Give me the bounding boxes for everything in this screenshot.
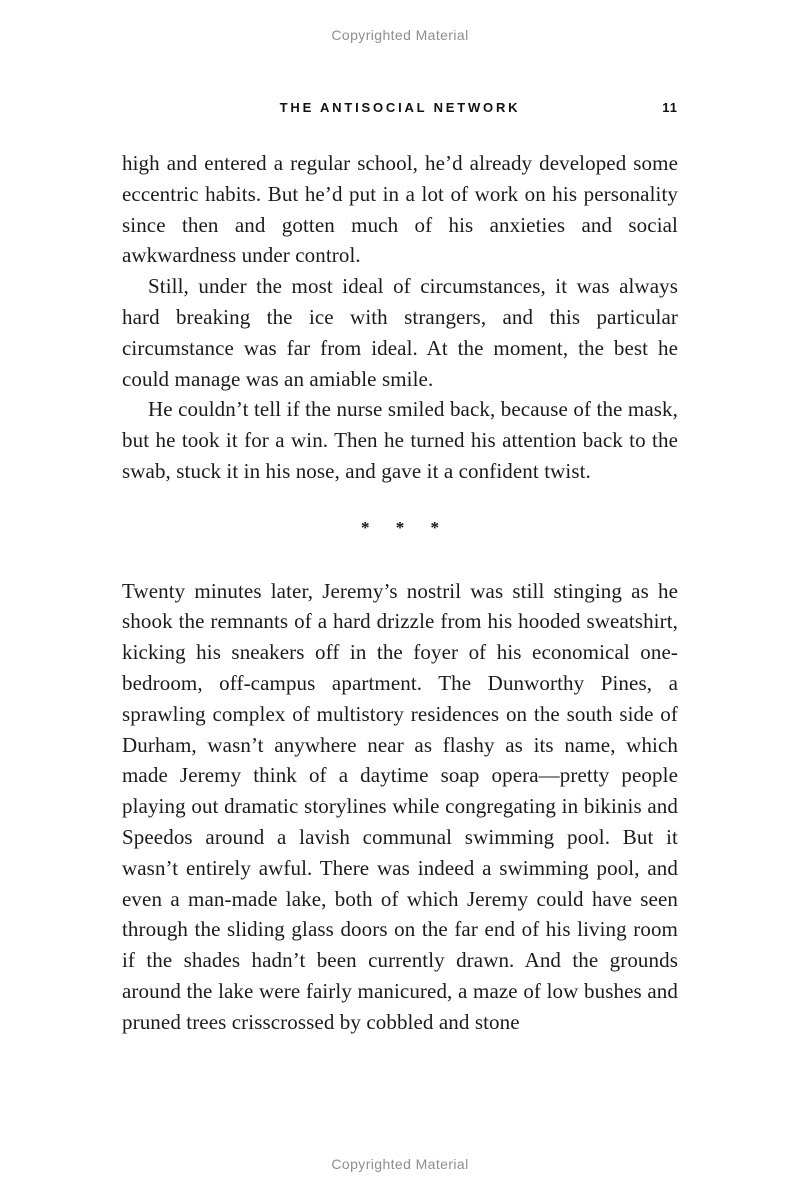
book-title: THE ANTISOCIAL NETWORK (279, 100, 521, 115)
copyright-notice-bottom: Copyrighted Material (331, 1156, 469, 1172)
paragraph: He couldn’t tell if the nurse smiled back, because of the mask, but he took it for a win. Then he turned his attention back to the swab, stuck it in his nose, and gave it a confident twist. (122, 397, 678, 483)
paragraph: Twenty minutes later, Jeremy’s nostril was still stinging as he shook the remnants of a hard drizzle from his hooded sweatshirt, kicking his sneakers off in the foyer of his economical one-bedroom, off-campus apartment. The Dunworthy Pines, a sprawling complex of multistory residences on the south side of Durham, wasn’t anywhere near as flashy as its name, which made Jeremy think of a daytime soap opera—pretty people playing out dramatic storylines while congregating in bikinis and Speedos around a lavish communal swimming pool. But it wasn’t entirely awful. There was indeed a swimming pool, and even a man-made lake, both of which Jeremy could have seen through the sliding glass doors on the far end of his living room if the shades hadn’t been currently drawn. And the grounds around the lake were fairly manicured, a maze of low bushes and pruned trees crisscrossed by cobbled and stone (122, 578, 678, 1034)
paragraph: Still, under the most ideal of circumstances, it was always hard breaking the ice with strangers, and this particular circumstance was far from ideal. At the moment, the best he could manage was an amiable smile. (122, 274, 678, 391)
body-text (122, 148, 678, 1038)
page-number: 11 (662, 100, 678, 115)
paragraph: high and entered a regular school, he’d already developed some eccentric habits. But he’d put in a lot of work on his personality since then and gotten much of his anxieties and social awkwardness under control. (122, 151, 678, 268)
section-break-asterisks: * * * (361, 517, 439, 537)
running-header (122, 100, 678, 120)
copyright-notice-top: Copyrighted Material (331, 27, 469, 43)
